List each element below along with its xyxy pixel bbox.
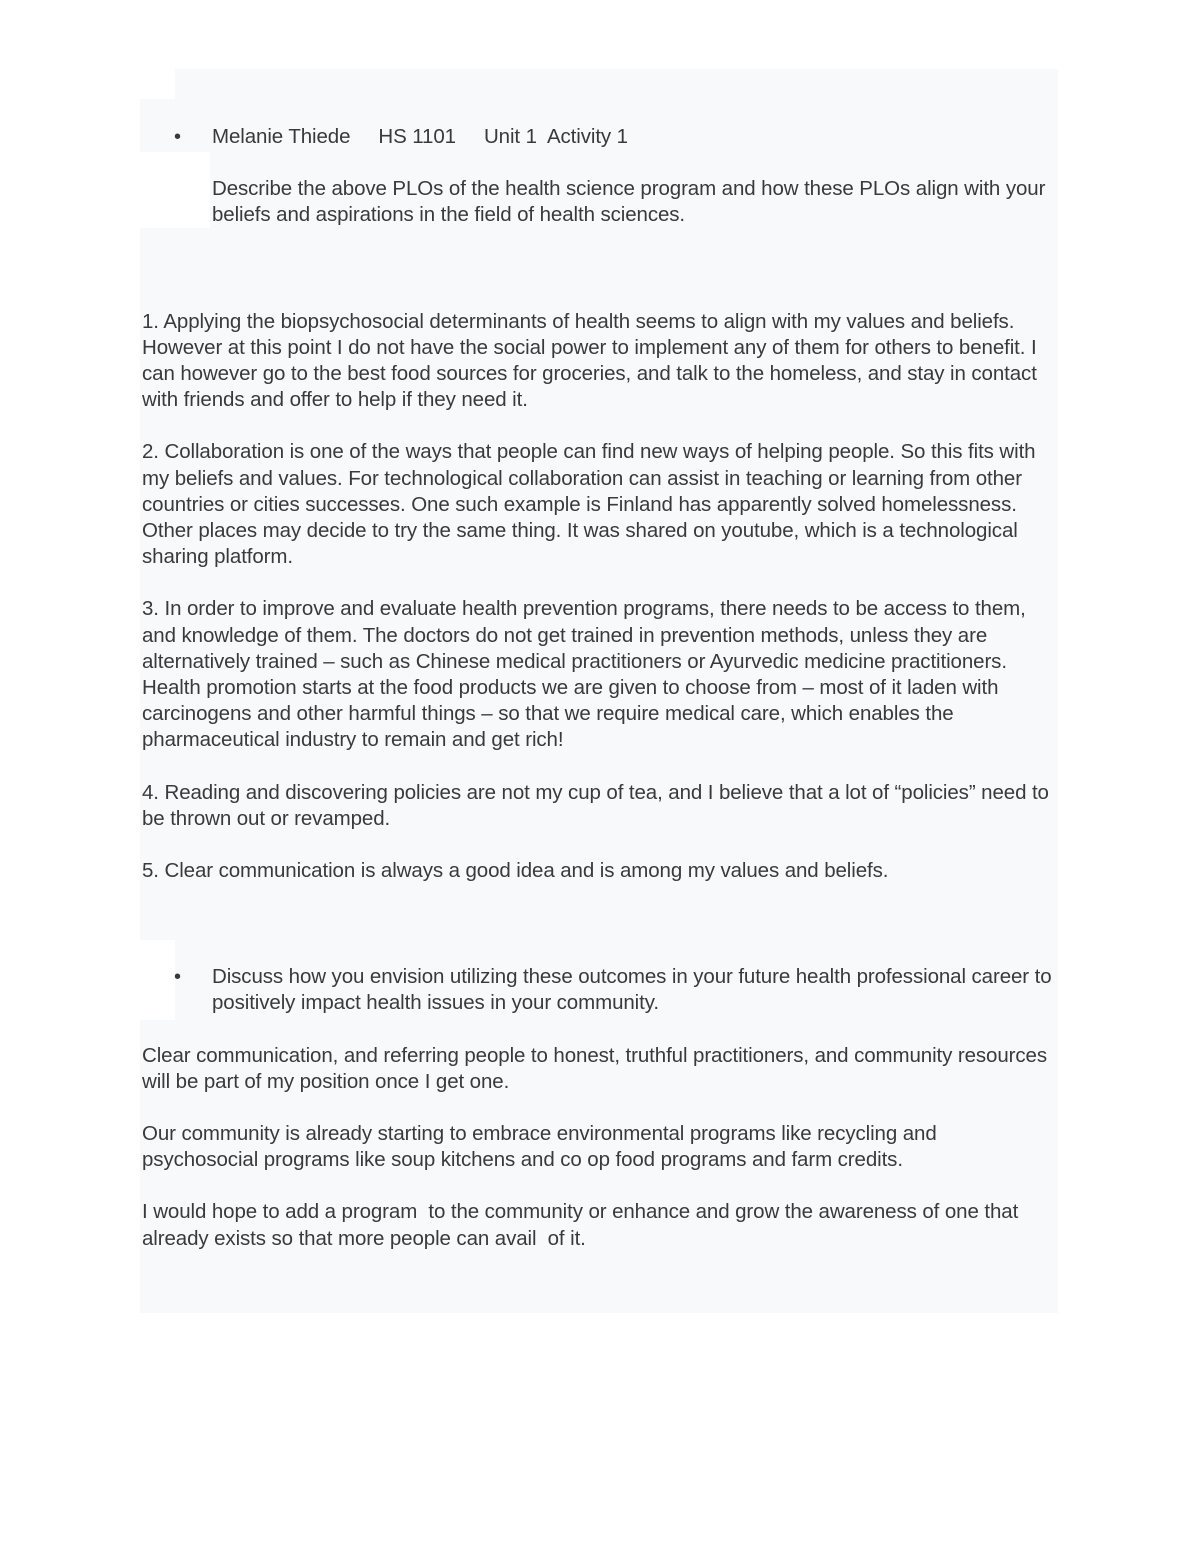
answer-4: 4. Reading and discovering policies are not my cup of tea, and I believe that a lot of “policies” need to be thrown out or revamped. bbox=[142, 780, 1049, 830]
question-2-bullet bbox=[142, 964, 1054, 1016]
bullet-icon: • bbox=[174, 126, 181, 148]
header-bullet bbox=[142, 124, 1054, 229]
closing-paragraph-3: I would hope to add a program to the community or enhance and grow the awareness of one that already exists so that more people can avail of it. bbox=[142, 1200, 1024, 1250]
closing-paragraph-1: Clear communication, and referring people to honest, truthful practitioners, and community resources will be part of my position once I get one. bbox=[142, 1043, 1047, 1093]
question-1: Describe the above PLOs of the health science program and how these PLOs align with your beliefs and aspirations in the field of health sciences. bbox=[212, 177, 1046, 227]
unit-label: Unit 1 bbox=[483, 125, 537, 148]
answer-2: 2. Collaboration is one of the ways that people can find new ways of helping people. So this fits with my beliefs and values. For technological collaboration can assist in teaching or learning from other countries or cities successes. One such example is Finland has apparently solved homelessness. Other places may decide to try the same thing. It was shared on youtube, which is a technological sharing platform. bbox=[142, 440, 1036, 569]
author-name: Melanie Thiede bbox=[212, 125, 351, 148]
answer-5: 5. Clear communication is always a good idea and is among my values and beliefs. bbox=[142, 859, 889, 883]
closing-paragraph-2: Our community is already starting to embrace environmental programs like recycling and psychosocial programs like soup kitchens and co op food programs and farm credits. bbox=[142, 1122, 937, 1172]
answer-1: 1. Applying the biopsychosocial determinants of health seems to align with my values and beliefs. However at this point I do not have the social power to implement any of them for others to benefit. I can however go to the best food sources for groceries, and talk to the homeless, and stay in contact with friends and offer to help if they need it. bbox=[142, 309, 1037, 412]
bullet-icon: • bbox=[174, 966, 181, 989]
question-2: Discuss how you envision utilizing these outcomes in your future health professional career to positively impact health issues in your community. bbox=[212, 965, 1052, 1015]
document-body bbox=[142, 124, 1054, 1252]
activity-label: Activity 1 bbox=[546, 125, 628, 148]
document-header bbox=[212, 124, 1054, 150]
answer-3: 3. In order to improve and evaluate health prevention programs, there needs to be access to them, and knowledge of them. The doctors do not get trained in prevention methods, unless they are alternatively trained – such as Chinese medical practitioners or Ayurvedic medicine practitioners. Health promotion starts at the food products we are given to choose from – most of it laden with carcinogens and other harmful things – so that we require medical care, which enables the pharmaceutical industry to remain and get rich! bbox=[142, 597, 1026, 752]
course-code: HS 1101 bbox=[378, 125, 456, 148]
bullet-gutter-1 bbox=[140, 69, 175, 99]
